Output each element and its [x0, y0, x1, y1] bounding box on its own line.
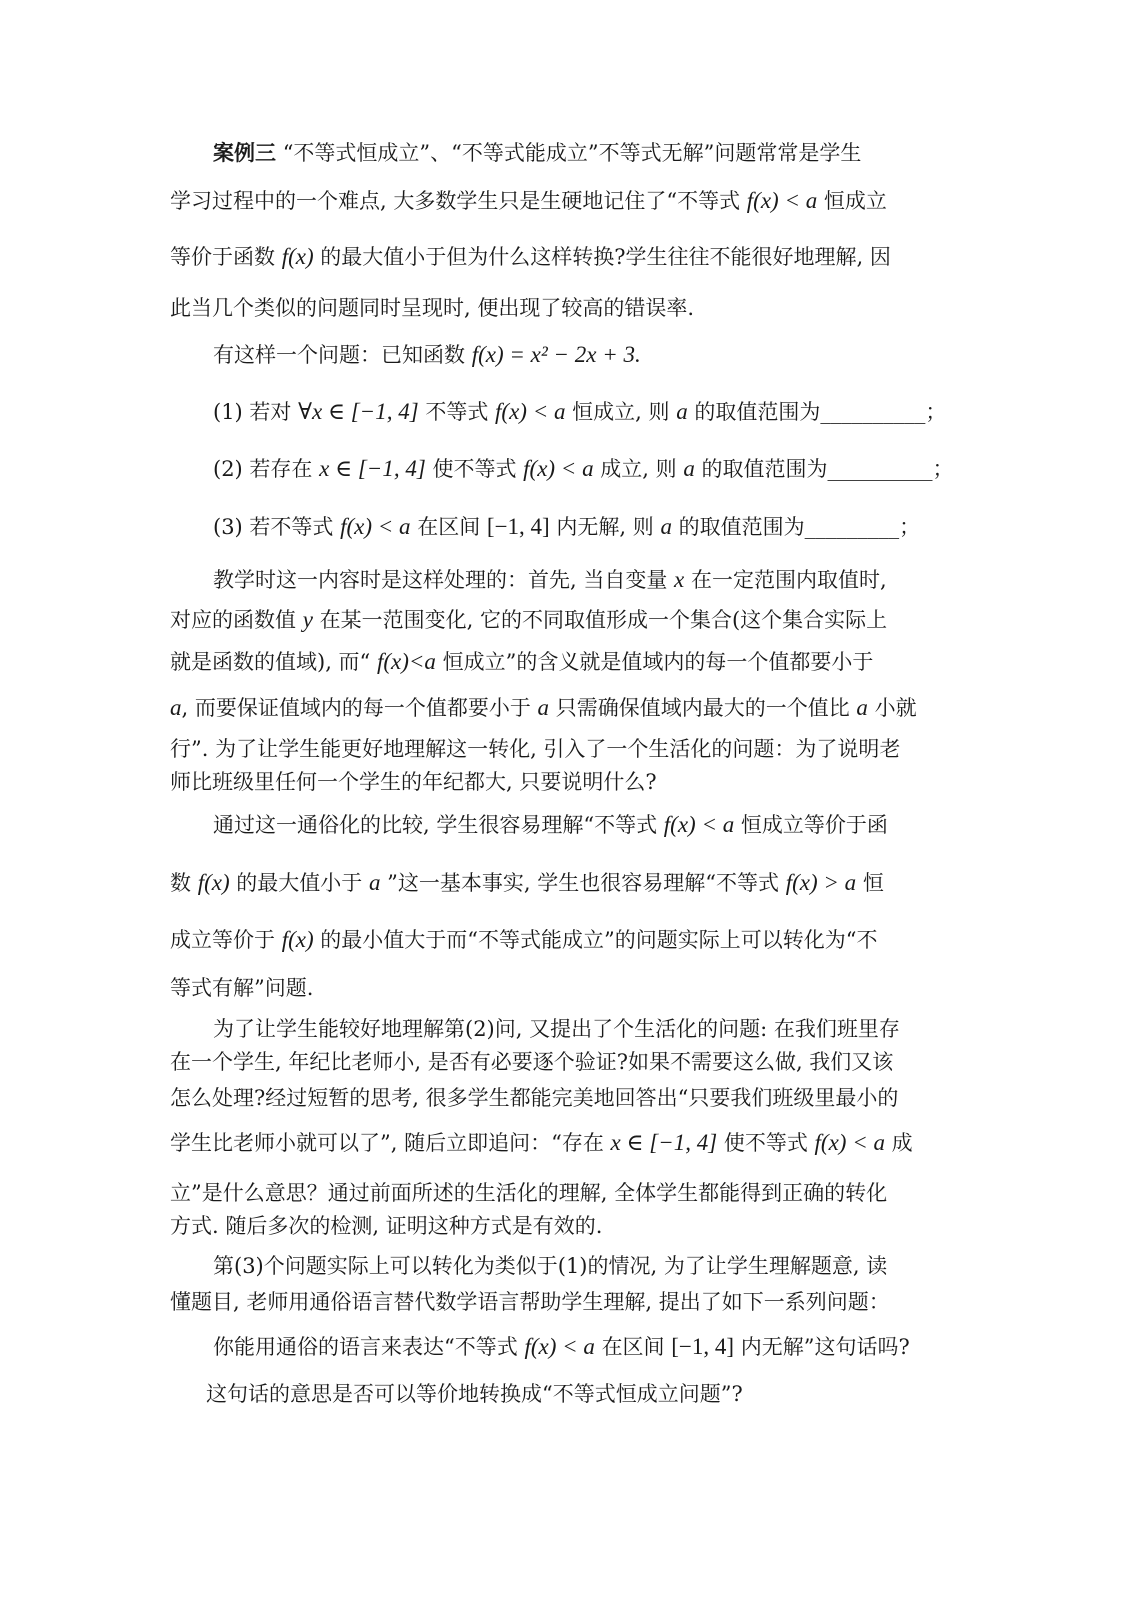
case-text: 学习过程中的一个难点, 大多数学生只是生硬地记住了“不等式: [170, 189, 741, 213]
teaching-text: 小就: [874, 696, 917, 720]
case-line-2: [170, 186, 965, 216]
teaching-text: 对应的函数值: [170, 608, 296, 632]
compare-line-4: [170, 973, 965, 1003]
math-var: a: [368, 870, 381, 895]
teaching-text: 就是函数的值域), 而“: [170, 650, 371, 674]
math-expr: f(x) < a: [746, 188, 818, 213]
q3-text: 懂题目, 老师用通俗语言替代数学语言帮助学生理解, 提出了如下一系列问题：: [170, 1290, 890, 1314]
teaching-text: 在一定范围内取值时,: [690, 568, 887, 592]
q2-text: 方式. 随后多次的检测, 证明这种方式是有效的.: [170, 1214, 603, 1238]
teaching-text: 在某一范围变化, 它的不同取值形成一个集合(这个集合实际上: [319, 608, 888, 632]
problem-text: 的取值范围为__________；: [701, 457, 954, 481]
problem-text: 内无解, 则: [556, 515, 654, 539]
math-var: a: [537, 695, 550, 720]
problem-text: 有这样一个问题：已知函数: [213, 343, 465, 367]
case-title: 案例三: [213, 140, 276, 165]
math-expr: f(x) < a: [340, 514, 411, 539]
problem-text: 在区间: [417, 515, 481, 539]
q2-text: 在一个学生, 年纪比老师小, 是否有必要逐个验证?如果不需要这么做, 我们又该: [170, 1050, 894, 1074]
problem-text: (1) 若对: [213, 400, 292, 424]
q2-line-4: [170, 1128, 965, 1158]
teaching-line-2: [170, 605, 965, 635]
case-text: 恒成立: [823, 189, 887, 213]
problem-text: (2) 若存在: [213, 457, 313, 481]
problem-text: 使不等式: [432, 457, 517, 481]
teaching-text: 恒成立”的含义就是值域内的每一个值都要小于: [442, 650, 874, 674]
q2-text: 怎么处理?经过短暂的思考, 很多学生都能完美地回答出“只要我们班级里最小的: [170, 1086, 899, 1110]
q2-text: 立”是什么意思？通过前面所述的生活化的理解, 全体学生都能得到正确的转化: [170, 1181, 888, 1205]
teaching-text: 教学时这一内容时是这样处理的：首先, 当自变量: [213, 568, 668, 592]
math-var: y: [302, 607, 313, 632]
math-var: a: [676, 399, 688, 424]
q2-text: 使不等式: [723, 1131, 808, 1155]
compare-text: 通过这一通俗化的比较, 学生很容易理解“不等式: [213, 813, 658, 837]
compare-text: 数: [170, 871, 191, 895]
compare-text: 的最小值大于而“不等式能成立”的问题实际上可以转化为“不: [320, 928, 878, 952]
teaching-line-5: [170, 734, 965, 764]
math-expr: f(x) > a: [785, 870, 857, 895]
math-expr: [−1, 4]: [486, 514, 550, 539]
teaching-text: , 而要保证值域内的每一个值都要小于: [181, 696, 531, 720]
q2-line-5: [170, 1178, 965, 1208]
compare-text: 成立等价于: [170, 928, 275, 952]
q2-line-1: [213, 1014, 965, 1044]
compare-line-2: [170, 868, 965, 898]
compare-text: 等式有解”问题.: [170, 976, 314, 1000]
compare-text: ”这一基本事实, 学生也很容易理解“不等式: [387, 871, 779, 895]
q2-text: 为了让学生能较好地理解第(2)问, 又提出了个生活化的问题: 在我们班里存: [213, 1017, 900, 1041]
q3-text: 你能用通俗的语言来表达“不等式: [213, 1335, 518, 1359]
compare-text: 恒成立等价于函: [740, 813, 888, 837]
q2-line-2: [170, 1047, 965, 1077]
math-expr: f(x) < a: [523, 456, 594, 481]
math-expr: f(x) < a: [495, 399, 566, 424]
math-var: a: [660, 514, 672, 539]
compare-line-1: [213, 810, 965, 840]
case-line-1: [213, 138, 965, 168]
teaching-line-3: [170, 647, 965, 677]
case-line-4: [170, 293, 965, 323]
case-text: “不等式恒成立”、“不等式能成立”不等式无解”问题常常是学生: [282, 141, 862, 165]
problem-text: 不等式: [425, 400, 489, 424]
problem-text: 的取值范围为_________；: [678, 515, 921, 539]
compare-line-3: [170, 925, 965, 955]
q3-text: 内无解”这句话吗?: [740, 1335, 910, 1359]
q2-line-3: [170, 1083, 965, 1113]
teaching-text: 只需确保值域内最大的一个值比: [555, 696, 850, 720]
math-expr: x ∈ [−1, 4]: [610, 1130, 718, 1155]
teaching-text: 行”. 为了让学生能更好地理解这一转化, 引入了一个生活化的问题：为了说明老: [170, 737, 901, 761]
math-expr: f(x): [281, 244, 314, 269]
q3-text: 这句话的意思是否可以等价地转换成“不等式恒成立问题”?: [206, 1382, 743, 1406]
case-text: 此当几个类似的问题同时呈现时, 便出现了较高的错误率.: [170, 296, 695, 320]
teaching-text: 师比班级里任何一个学生的年纪都大, 只要说明什么?: [170, 770, 657, 794]
question-2: [213, 454, 965, 484]
case-text: 等价于函数: [170, 245, 275, 269]
math-expr: [−1, 4]: [671, 1334, 735, 1359]
question-3: [213, 512, 965, 542]
case-line-3: [170, 242, 965, 272]
problem-text: 的取值范围为__________；: [694, 400, 947, 424]
teaching-line-4: [170, 693, 965, 723]
q3-text: 在区间: [601, 1335, 665, 1359]
math-expr: f(x): [281, 927, 314, 952]
math-expr: ∀x ∈ [−1, 4]: [298, 399, 419, 424]
compare-text: 的最大值小于: [236, 871, 363, 895]
math-expr: f(x)<a: [376, 649, 436, 674]
function-definition: f(x) = x² − 2x + 3.: [471, 342, 641, 367]
teaching-line-1: [213, 565, 965, 595]
teaching-line-6: [170, 767, 965, 797]
math-var: a: [170, 695, 182, 720]
q2-text: 学生比老师小就可以了”, 随后立即追问：“存在: [170, 1131, 604, 1155]
q3-line-1: [213, 1251, 965, 1281]
problem-text: 成立, 则: [600, 457, 677, 481]
q2-text: 成: [891, 1131, 913, 1155]
math-expr: f(x) < a: [814, 1130, 885, 1155]
math-expr: f(x) < a: [663, 812, 735, 837]
math-expr: x ∈ [−1, 4]: [319, 456, 426, 481]
q2-line-6: [170, 1211, 965, 1241]
case-text: 的最大值小于但为什么这样转换?学生往往不能很好地理解, 因: [320, 245, 891, 269]
math-var: a: [683, 456, 695, 481]
problem-intro: [213, 340, 965, 370]
problem-text: (3) 若不等式: [213, 515, 334, 539]
math-var: a: [856, 695, 868, 720]
q3-text: 第(3)个问题实际上可以转化为类似于(1)的情况, 为了让学生理解题意, 读: [213, 1254, 888, 1278]
q3-line-3: [213, 1332, 965, 1362]
compare-text: 恒: [862, 871, 884, 895]
problem-text: 恒成立, 则: [572, 400, 670, 424]
math-var: x: [674, 567, 685, 592]
math-expr: f(x): [197, 870, 230, 895]
q3-line-4: [206, 1379, 965, 1409]
math-expr: f(x) < a: [524, 1334, 595, 1359]
question-1: [213, 397, 965, 427]
q3-line-2: [170, 1287, 965, 1317]
